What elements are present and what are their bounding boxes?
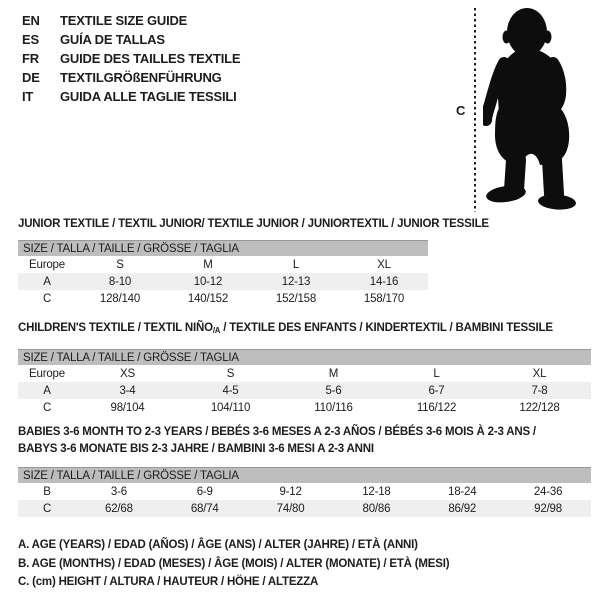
baby-figure [450,0,600,220]
size-cell: 158/170 [363,292,405,305]
row-label: C [18,500,76,517]
language-label: GUIDE DES TAILLES TEXTILE [60,51,241,66]
language-label: TEXTILGRÖßENFÜHRUNG [60,70,222,85]
size-header-band [18,241,428,257]
size-cell: 62/68 [76,500,162,517]
footnote-age-months: B. AGE (MONTHS) / EDAD (MESES) / ÂGE (MOIS) / ALTER (MONATE) / ETÀ (MESI) [18,557,450,570]
size-header-band [18,468,591,484]
language-code: DE [22,70,40,85]
size-cell: 3-6 [110,485,127,498]
children-title-suffix: / TEXTILE DES ENFANTS / KINDERTEXTIL / BAMBINI TESSILE [220,322,553,334]
footnote-age-years: A. AGE (YEARS) / EDAD (AÑOS) / ÂGE (ANS) / ALTER (JAHRE) / ETÀ (ANNI) [18,539,418,551]
size-cell: 116/122 [416,401,457,414]
size-cell: 18-24 [448,485,477,498]
size-cell: 14-16 [340,273,428,290]
size-column-header: S [226,367,235,380]
language-row-de [22,68,240,87]
language-row-es [22,30,240,49]
size-column-header: S [116,258,124,271]
footnote-height-cm: C. (cm) HEIGHT / ALTURA / HAUTEUR / HÖHE / ALTEZZA [18,576,319,588]
size-header-band [18,350,591,366]
baby-silhouette-icon [483,4,595,214]
size-cell: 3-4 [76,382,179,399]
size-column-header: L [433,367,440,380]
size-cell: 104/110 [210,401,251,414]
legend-footnotes [18,536,449,592]
region-label: Europe [29,367,65,380]
row-label: A [18,382,76,399]
row-label: C [42,401,52,414]
size-cell: 140/152 [187,292,229,305]
children-size-table [18,349,591,416]
language-code: IT [22,89,34,104]
size-header-label: SIZE / TALLA / TAILLE / GRÖSSE / TAGLIA [18,350,591,366]
column-header-row [18,365,591,382]
size-cell: 12-13 [252,273,340,290]
size-cell: 24-36 [533,485,563,498]
region-label: Europe [29,258,65,271]
language-code: EN [22,13,40,28]
row-label: C [42,292,52,305]
size-cell: 6-7 [385,382,488,399]
table-row-age [18,273,428,290]
language-label: TEXTILE SIZE GUIDE [60,13,188,28]
language-code: FR [22,51,39,66]
size-cell: 110/116 [314,401,353,414]
size-cell: 6-9 [196,485,213,498]
column-header-row [18,256,428,273]
row-label: B [43,485,51,498]
language-row-fr [22,49,240,68]
size-cell: 80/86 [333,500,419,517]
table-row-height [18,500,591,517]
size-cell: 86/92 [419,500,505,517]
language-row-en [22,11,240,30]
language-label: GUIDA ALLE TAGLIE TESSILI [60,89,237,104]
size-cell: 9-12 [279,485,302,498]
size-column-header: XS [120,367,135,380]
babies-title-line2: BABYS 3-6 MONATE BIS 2-3 JAHRE / BAMBINI 3-6 MESI A 2-3 ANNI [18,443,374,455]
size-cell: 74/80 [248,500,334,517]
row-label: A [18,273,76,290]
size-cell: 8-10 [76,273,164,290]
babies-title-line1: BABIES 3-6 MONTH TO 2-3 YEARS / BEBÉS 3-6 MESES A 2-3 AÑOS / BÉBÉS 3-6 MOIS À 2-3 ANS / [18,426,536,438]
height-dotted-line [474,8,476,212]
size-cell: 7-8 [488,382,591,399]
size-cell: 152/158 [275,292,317,305]
junior-section-title: JUNIOR TEXTILE / TEXTIL JUNIOR/ TEXTILE JUNIOR / JUNIORTEXTIL / JUNIOR TESSILE [18,218,489,230]
size-cell: 128/140 [99,292,141,305]
size-cell: 122/128 [519,401,560,414]
size-header-label: SIZE / TALLA / TAILLE / GRÖSSE / TAGLIA [18,468,591,484]
babies-section-title [18,424,536,458]
size-column-header: L [292,258,300,271]
size-cell: 12-18 [362,485,391,498]
junior-size-table [18,240,428,307]
table-row-age [18,382,591,399]
children-title-subscript: /A [212,326,221,336]
size-column-header: M [328,367,339,380]
table-row-months [18,483,591,500]
size-cell: 92/98 [505,500,591,517]
size-column-header: M [203,258,213,271]
children-title-prefix: CHILDREN'S TEXTILE / TEXTIL NIÑO [18,322,213,334]
language-row-it [22,87,240,106]
children-section-title [18,320,553,339]
table-row-height [18,290,428,307]
language-label: GUÍA DE TALLAS [60,32,165,47]
size-cell: 98/104 [110,401,145,414]
size-column-header: XL [532,367,547,380]
table-row-height [18,399,591,416]
height-measure-label: C [456,103,466,118]
size-cell: 5-6 [282,382,385,399]
size-cell: 68/74 [162,500,248,517]
babies-size-table [18,467,591,517]
language-header [22,11,240,106]
size-cell: 4-5 [179,382,282,399]
size-header-label: SIZE / TALLA / TAILLE / GRÖSSE / TAGLIA [18,241,428,257]
language-code: ES [22,32,39,47]
size-cell: 10-12 [164,273,252,290]
size-column-header: XL [377,258,391,271]
